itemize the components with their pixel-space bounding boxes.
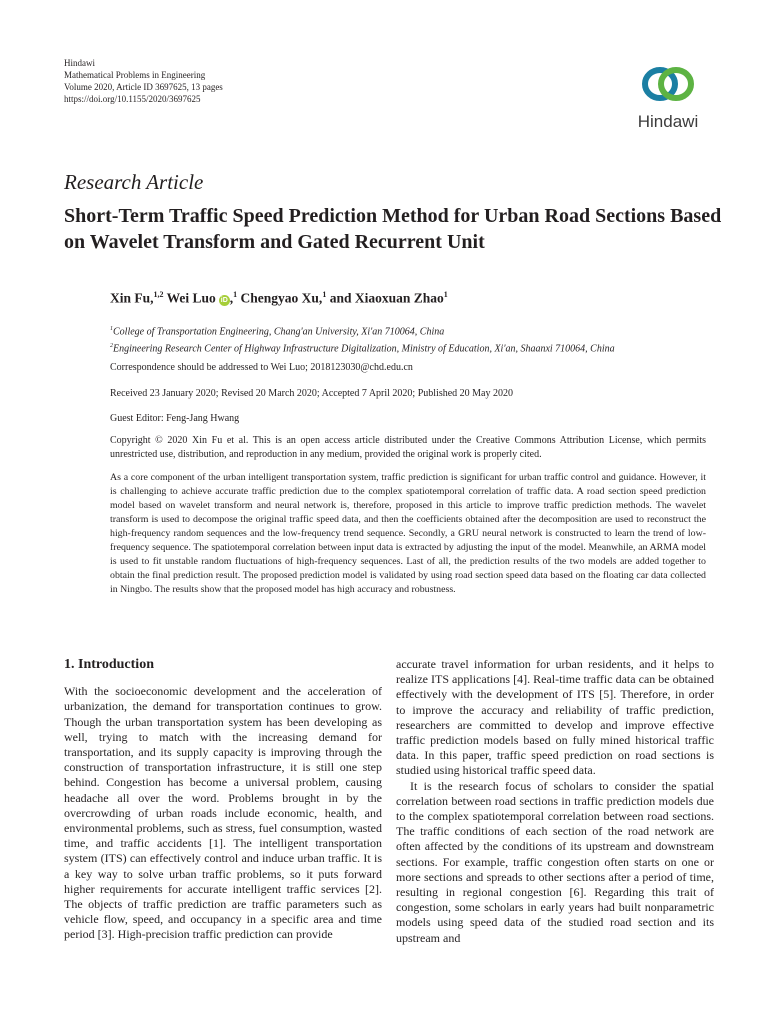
author-separator: , [229, 290, 234, 306]
publisher-name: Hindawi [64, 58, 95, 68]
volume-info: Volume 2020, Article ID 3697625, 13 pages [64, 82, 223, 92]
guest-editor: Guest Editor: Feng-Jang Hwang [110, 413, 240, 424]
hindawi-logo [630, 60, 706, 136]
section-heading: 1. Introduction [64, 657, 154, 672]
body-paragraph: With the socioeconomic development and the acceleration of urbanization, the demand for transportation continues to grow. Though the urban transportation system has been developing as well, trying to match with the increasing demand for transportation, and its supply capacity is improving through the construction of transportation infrastructure, it is still one step behind. Congestion has become a universal problem, causing headache all over the word. Problems brought in by the overcrowding of urban roads include economic, health, and environmental problems, such as stress, fuel consumption, wasted time, and traffic accidents [1]. The intelligent transportation system (ITS) can effectively control and induce urban traffic. It is a key way to solve urban traffic problems, so it puts forward higher requirements for accurate intelligent traffic services [2]. The objects of traffic prediction are traffic parameters such as vehicle flow, speed, and occupancy in a specific area and time period [3]. High-precision traffic prediction can provide [64, 684, 382, 942]
orcid-icon[interactable]: iD [220, 296, 228, 304]
author-name[interactable]: Wei Luo [166, 290, 216, 306]
body-paragraph: It is the research focus of scholars to consider the spatial correlation between road sections in traffic prediction models due to the complex spatiotemporal correlation between road sections. The traffic conditions of each section of the road network are often affected by the conditions of its upstream and downstream sections. For example, traffic congestion often starts on one or more sections and spreads to other sections after a period of time, resulting in regional congestion [6]. Regarding this trait of congestion, some scholars in early years had built nonparametric models using speed data of the studied road section and its upstream and [396, 778, 714, 945]
author-name[interactable]: Xin Fu, [110, 290, 154, 306]
author-affil-sup: 1,2 [153, 290, 164, 299]
author-name[interactable]: Chengyao Xu, [240, 290, 323, 306]
author-name[interactable]: and Xiaoxuan Zhao [329, 290, 444, 306]
doi-link[interactable]: https://doi.org/10.1155/2020/3697625 [64, 94, 201, 104]
logo-text: Hindawi [637, 112, 699, 131]
publication-dates: Received 23 January 2020; Revised 20 March 2020; Accepted 7 April 2020; Published 20 May 2020 [110, 388, 513, 399]
author-affil-sup: 1 [443, 290, 448, 299]
affiliation-sup: 2 [110, 343, 113, 350]
affiliation-text: College of Transportation Engineering, Chang'an University, Xi'an 710064, China [113, 326, 445, 338]
author-affil-sup: 1 [322, 290, 327, 299]
journal-info [64, 57, 223, 105]
affiliations [110, 322, 706, 357]
paper-title: Short-Term Traffic Speed Prediction Method for Urban Road Sections Based on Wavelet Transform and Gated Recurrent Unit [64, 205, 722, 253]
copyright-notice: Copyright © 2020 Xin Fu et al. This is an open access article distributed under the Creative Commons Attribution License, which permits unrestricted use, distribution, and reproduction in any medium, provided the original work is properly cited. [110, 435, 706, 460]
hindawi-logo-icon [638, 60, 698, 108]
correspondence: Correspondence should be addressed to Wei Luo; 2018123030@chd.edu.cn [110, 362, 413, 373]
abstract: As a core component of the urban intelligent transportation system, traffic prediction is significant for urban traffic control and guidance. However, it is challenging to achieve accurate traffic prediction due to the complex spatiotemporal correlation of traffic data. A road section speed prediction model based on wavelet transform and neural network is, therefore, proposed in this article to improve traffic prediction methods. The wavelet transform is used to decompose the original traffic speed data, and then the coefficients obtained after the decomposition are used to reconstruct the high-frequency random sequences and the low-frequency trend sequence. Secondly, a GRU neural network is constructed to learn the trend of low-frequency sequence. The spatiotemporal correlation between input data is extracted by adjusting the input of the model. Meanwhile, an ARMA model is used to fit unstable random fluctuations of high-frequency sequences. Last of all, the prediction results of the two models are added together to obtain the final prediction result. The proposed prediction model is validated by using road section speed data based on the floating car data collected in Ningbo. The results show that the proposed model has high accuracy and robustness. [110, 472, 706, 595]
affiliation-text: Engineering Research Center of Highway Infrastructure Digitalization, Ministry of Education, Xi'an, Shaanxi 710064, China [113, 343, 615, 355]
body-paragraph: accurate travel information for urban residents, and it helps to realize ITS applications [4]. Real-time traffic data can be obtained effectively with the development of ITS [5]. Therefore, in order to improve the accuracy and reliability of traffic prediction, researchers are committed to develop and improve effective traffic prediction models based on fully mined historical traffic data. In this paper, traffic speed prediction on road sections is studied using historical traffic speed data. [396, 657, 714, 778]
column-right [396, 657, 714, 946]
journal-name: Mathematical Problems in Engineering [64, 70, 206, 80]
author-affil-sup: 1 [233, 290, 238, 299]
affiliation-line [110, 322, 706, 339]
author-list [110, 290, 448, 307]
affiliation-line [110, 339, 706, 356]
article-type: Research Article [64, 170, 204, 194]
column-left [64, 657, 382, 943]
affiliation-sup: 1 [110, 326, 113, 332]
